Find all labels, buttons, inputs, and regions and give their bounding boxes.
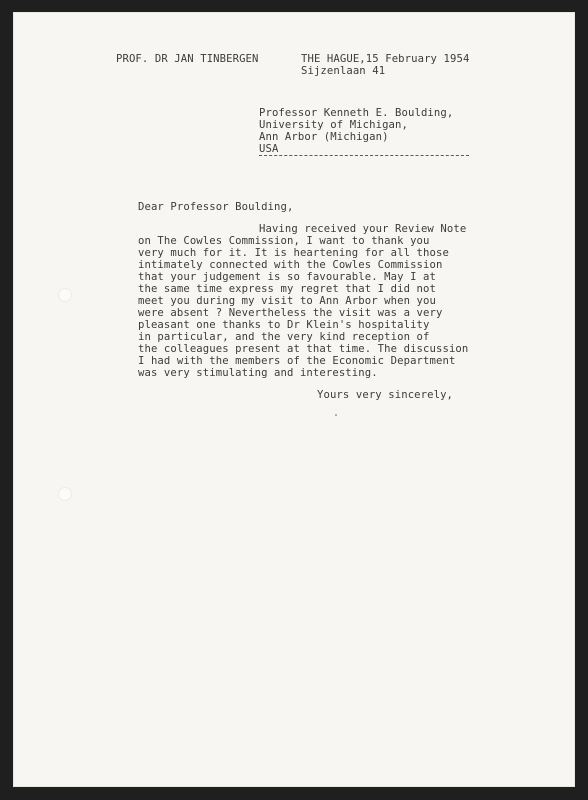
recipient-line: University of Michigan, <box>259 119 408 131</box>
letter-page <box>13 12 575 787</box>
sender-street: Sijzenlaan 41 <box>301 65 386 77</box>
body-line: I had with the members of the Economic Department <box>138 355 456 367</box>
body-line: that your judgement is so favourable. May I at <box>138 271 436 283</box>
body-line: meet you during my visit to Ann Arbor when you <box>138 295 436 307</box>
punch-hole-bottom <box>59 488 71 500</box>
body-line: very much for it. It is heartening for all those <box>138 247 449 259</box>
sender-name: PROF. DR JAN TINBERGEN <box>116 53 259 65</box>
body-line: in particular, and the very kind reception of <box>138 331 430 343</box>
body-line: on The Cowles Commission, I want to thank you <box>138 235 430 247</box>
body-line: pleasant one thanks to Dr Klein's hospitality <box>138 319 430 331</box>
recipient-line: Professor Kenneth E. Boulding, <box>259 107 454 119</box>
body-line: Having received your Review Note <box>259 223 467 235</box>
recipient-country: USA <box>259 143 469 156</box>
salutation: Dear Professor Boulding, <box>138 201 294 213</box>
closing: Yours very sincerely, <box>317 389 454 401</box>
place-date: THE HAGUE,15 February 1954 <box>301 53 470 65</box>
body-line: the colleagues present at that time. The discussion <box>138 343 469 355</box>
body-line: was very stimulating and interesting. <box>138 367 378 379</box>
recipient-line: Ann Arbor (Michigan) <box>259 131 389 143</box>
body-line: were absent ? Nevertheless the visit was a very <box>138 307 443 319</box>
paper-speck <box>335 414 337 416</box>
punch-hole-top <box>59 289 71 301</box>
body-line: intimately connected with the Cowles Commission <box>138 259 443 271</box>
body-line: the same time express my regret that I did not <box>138 283 436 295</box>
